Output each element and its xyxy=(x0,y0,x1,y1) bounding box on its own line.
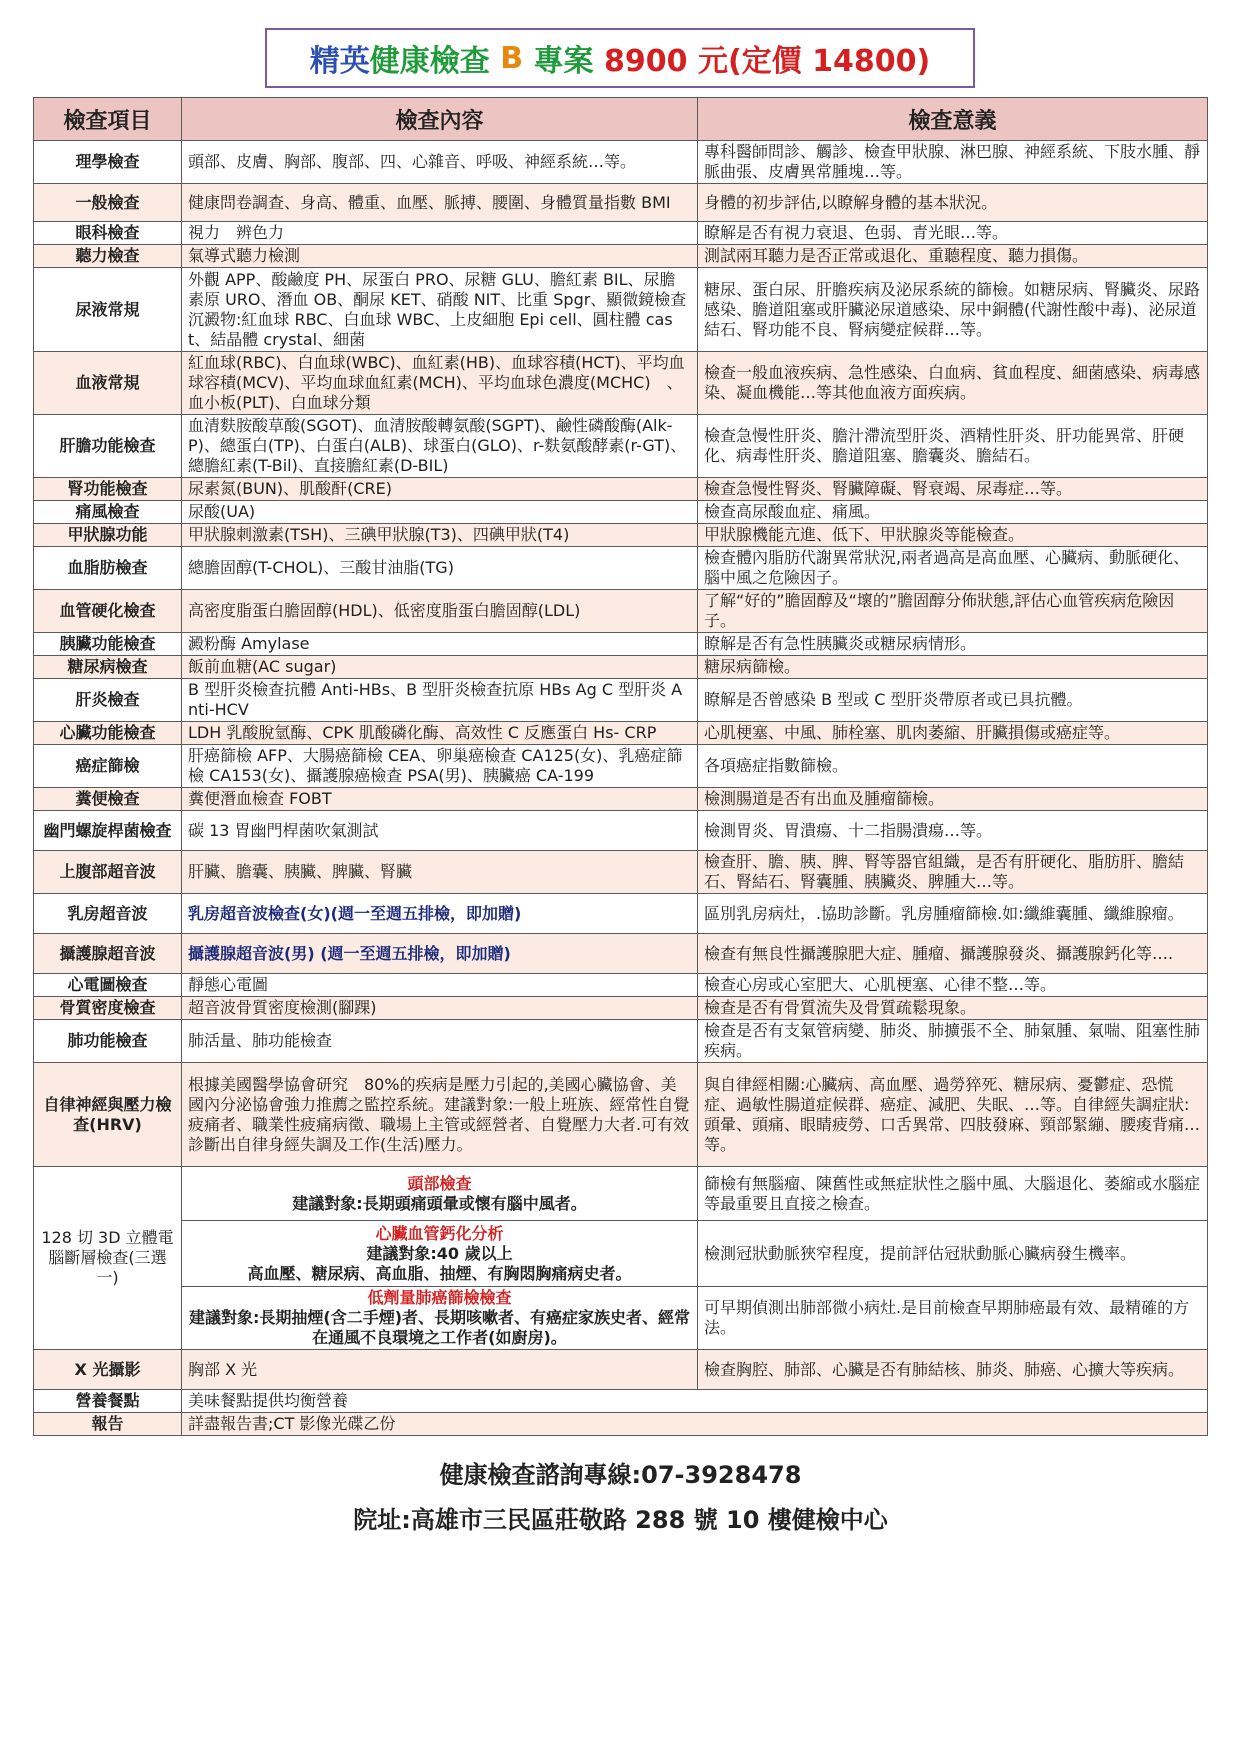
row-meaning: 檢查高尿酸血症、痛風。 xyxy=(698,501,1208,524)
table-row xyxy=(34,1063,1208,1167)
row-content: LDH 乳酸脫氫酶、CPK 肌酸磷化酶、高效性 C 反應蛋白 Hs- CRP xyxy=(182,722,698,745)
table-row xyxy=(34,934,1208,974)
row-meaning: 檢查心房或心室肥大、心肌梗塞、心律不整…等。 xyxy=(698,974,1208,997)
header-content: 檢查內容 xyxy=(182,98,698,141)
row-item: 心電圖檢查 xyxy=(34,974,182,997)
table-row xyxy=(34,184,1208,222)
row-meaning: 檢查肝、膽、胰、脾、腎等器官組織，是否有肝硬化、脂肪肝、膽結石、腎結石、腎囊腫、胰臟炎、脾腫大…等。 xyxy=(698,851,1208,894)
row-content: 甲狀腺刺激素(TSH)、三碘甲狀腺(T3)、四碘甲狀(T4) xyxy=(182,524,698,547)
row-content: 氣導式聽力檢測 xyxy=(182,245,698,268)
table-row xyxy=(34,1413,1208,1436)
row-content: 肺活量、肺功能檢查 xyxy=(182,1020,698,1063)
row-content: 紅血球(RBC)、白血球(WBC)、血紅素(HB)、血球容積(HCT)、平均血球容積(MCV)、平均血球血紅素(MCH)、平均血球色濃度(MCHC) 、血小板(PLT)、白血球分類 xyxy=(182,352,698,415)
ct-option-row xyxy=(34,1287,1208,1350)
table-row xyxy=(34,1390,1208,1413)
row-item: 骨質密度檢查 xyxy=(34,997,182,1020)
ct-option-line: 建議對象:40 歲以上 xyxy=(366,1243,513,1263)
row-content: 美味餐點提供均衡營養 xyxy=(182,1390,1208,1413)
row-meaning: 心肌梗塞、中風、肺栓塞、肌肉萎縮、肝臟損傷或癌症等。 xyxy=(698,722,1208,745)
row-content: 糞便潛血檢查 FOBT xyxy=(182,788,698,811)
row-content: 胸部 X 光 xyxy=(182,1350,698,1390)
table-row xyxy=(34,1350,1208,1390)
table-row xyxy=(34,141,1208,184)
row-item: 血液常規 xyxy=(34,352,182,415)
row-item: 肝炎檢查 xyxy=(34,679,182,722)
row-meaning: 區別乳房病灶，.協助診斷。乳房腫瘤篩檢.如:纖維囊腫、纖維腺瘤。 xyxy=(698,894,1208,934)
table-row xyxy=(34,524,1208,547)
ct-option-meaning: 可早期偵測出肺部微小病灶.是目前檢查早期肺癌最有效、最精確的方法。 xyxy=(698,1287,1208,1350)
ct-option-meaning: 檢測冠狀動脈狹窄程度，提前評估冠狀動脈心臟病發生機率。 xyxy=(698,1221,1208,1287)
row-meaning: 瞭解是否有急性胰臟炎或糖尿病情形。 xyxy=(698,633,1208,656)
table-row xyxy=(34,547,1208,590)
ct-option-line: 建議對象:長期頭痛頭暈或懷有腦中風者。 xyxy=(292,1193,587,1213)
row-meaning: 檢查急慢性肝炎、膽汁滯流型肝炎、酒精性肝炎、肝功能異常、肝硬化、病毒性肝炎、膽道阻塞、膽囊炎、膽結石。 xyxy=(698,415,1208,478)
row-content: 視力 辨色力 xyxy=(182,222,698,245)
row-item: 血管硬化檢查 xyxy=(34,590,182,633)
row-meaning: 糖尿、蛋白尿、肝膽疾病及泌尿系統的篩檢。如糖尿病、腎臟炎、尿路感染、膽道阻塞或肝臟泌尿道感染、尿中銅體(代謝性酸中毒)、泌尿道結石、腎功能不良、腎病變症候群…等。 xyxy=(698,268,1208,352)
ct-option-row xyxy=(34,1167,1208,1221)
row-item: X 光攝影 xyxy=(34,1350,182,1390)
row-content: 肝癌篩檢 AFP、大腸癌篩檢 CEA、卵巢癌檢查 CA125(女)、乳癌症篩檢 CA153(女)、攝護腺癌檢查 PSA(男)、胰臟癌 CA-199 xyxy=(182,745,698,788)
row-content: 總膽固醇(T-CHOL)、三酸甘油脂(TG) xyxy=(182,547,698,590)
row-content: 攝護腺超音波(男) (週一至週五排檢，即加贈) xyxy=(182,934,698,974)
ct-option-line: 建議對象:長期抽煙(含二手煙)者、長期咳嗽者、有癌症家族史者、經常在通風不良環境之工作者(如廚房)。 xyxy=(188,1308,691,1347)
row-item: 胰臟功能檢查 xyxy=(34,633,182,656)
row-item: 血脂肪檢查 xyxy=(34,547,182,590)
row-meaning: 檢查是否有支氣管病變、肺炎、肺擴張不全、肺氣腫、氣喘、阻塞性肺疾病。 xyxy=(698,1020,1208,1063)
row-item: 糞便檢查 xyxy=(34,788,182,811)
row-content: 尿素氮(BUN)、肌酸酐(CRE) xyxy=(182,478,698,501)
row-meaning: 糖尿病篩檢。 xyxy=(698,656,1208,679)
row-content: 根據美國醫學協會研究 80%的疾病是壓力引起的,美國心臟協會、美國內分泌協會強力推薦之監控系統。建議對象:一般上班族、經常性自覺疲痛者、職業性疲痛病徵、職場上主管或經營者、自覺壓力大者.可有效診斷出自律身經失調及工作(生活)壓力。 xyxy=(182,1063,698,1167)
table-row xyxy=(34,894,1208,934)
row-content: 飯前血糖(AC sugar) xyxy=(182,656,698,679)
row-meaning: 與自律經相關:心臟病、高血壓、過勞猝死、糖尿病、憂鬱症、恐慌症、過敏性腸道症候群、癌症、減肥、失眠、…等。自律經失調症狀:頭暈、頭痛、眼睛疲勞、口舌異常、四肢發麻、頸部緊繃、腰痠背痛…等。 xyxy=(698,1063,1208,1167)
row-content: 頭部、皮膚、胸部、腹部、四、心雜音、呼吸、神經系統…等。 xyxy=(182,141,698,184)
table-row xyxy=(34,745,1208,788)
table-row xyxy=(34,679,1208,722)
table-row xyxy=(34,590,1208,633)
row-content: 靜態心電圖 xyxy=(182,974,698,997)
table-row xyxy=(34,851,1208,894)
ct-option-line: 高血壓、糖尿病、高血脂、抽煙、有胸悶胸痛病史者。 xyxy=(247,1263,632,1283)
hotline: 健康檢查諮詢專線:07-3928478 xyxy=(439,1461,802,1489)
row-meaning: 瞭解是否有視力衰退、色弱、青光眼…等。 xyxy=(698,222,1208,245)
row-content: 肝臟、膽囊、胰臟、脾臟、腎臟 xyxy=(182,851,698,894)
ct-option-head: 頭部檢查 xyxy=(407,1173,472,1193)
ct-option-head: 心臟血管鈣化分析 xyxy=(375,1223,504,1243)
row-meaning: 身體的初步評估,以瞭解身體的基本狀況。 xyxy=(698,184,1208,222)
title-part-3: B xyxy=(500,40,524,76)
title-price: 8900 元(定價 14800) xyxy=(604,44,931,79)
row-content: 乳房超音波檢查(女)(週一至週五排檢，即加贈) xyxy=(182,894,698,934)
title-part-2: 健康檢查 xyxy=(369,44,490,79)
address: 院址:高雄市三民區莊敬路 288 號 10 樓健檢中心 xyxy=(353,1506,888,1534)
row-content: 尿酸(UA) xyxy=(182,501,698,524)
ct-option-row xyxy=(34,1221,1208,1287)
row-content: 詳盡報告書;CT 影像光碟乙份 xyxy=(182,1413,1208,1436)
title-part-1: 精英 xyxy=(309,44,370,79)
table-row xyxy=(34,222,1208,245)
row-item: 癌症篩檢 xyxy=(34,745,182,788)
row-item: 腎功能檢查 xyxy=(34,478,182,501)
ct-option-content xyxy=(182,1167,698,1221)
row-content: 超音波骨質密度檢測(腳踝) xyxy=(182,997,698,1020)
row-item: 攝護腺超音波 xyxy=(34,934,182,974)
row-content: 碳 13 胃幽門桿菌吹氣測試 xyxy=(182,811,698,851)
table-row xyxy=(34,722,1208,745)
table-row xyxy=(34,974,1208,997)
table-row xyxy=(34,656,1208,679)
row-meaning: 檢查胸腔、肺部、心臟是否有肺結核、肺炎、肺癌、心擴大等疾病。 xyxy=(698,1350,1208,1390)
table-row xyxy=(34,811,1208,851)
row-item: 上腹部超音波 xyxy=(34,851,182,894)
row-item: 自律神經與壓力檢查(HRV) xyxy=(34,1063,182,1167)
table-row xyxy=(34,1020,1208,1063)
row-item: 乳房超音波 xyxy=(34,894,182,934)
row-meaning: 檢測胃炎、胃潰瘍、十二指腸潰瘍…等。 xyxy=(698,811,1208,851)
row-meaning: 專科醫師問診、觸診、檢查甲狀腺、淋巴腺、神經系統、下肢水腫、靜脈曲張、皮膚異常腫塊…等。 xyxy=(698,141,1208,184)
table-row xyxy=(34,415,1208,478)
table-row xyxy=(34,352,1208,415)
header-meaning: 檢查意義 xyxy=(698,98,1208,141)
row-item: 肺功能檢查 xyxy=(34,1020,182,1063)
table-row xyxy=(34,478,1208,501)
page-title xyxy=(265,28,975,88)
row-content: 血清麩胺酸草酸(SGOT)、血清胺酸轉氨酸(SGPT)、鹼性磷酸酶(Alk-P)、總蛋白(TP)、白蛋白(ALB)、球蛋白(GLO)、r-麩氨酸酵素(r-GT)、總膽紅素(T-Bil)、直接膽紅素(D-BIL) xyxy=(182,415,698,478)
title-part-4: 專案 xyxy=(533,44,594,79)
row-meaning: 甲狀腺機能亢進、低下、甲狀腺炎等能檢查。 xyxy=(698,524,1208,547)
row-content: 高密度脂蛋白膽固醇(HDL)、低密度脂蛋白膽固醇(LDL) xyxy=(182,590,698,633)
row-meaning: 檢查是否有骨質流失及骨質疏鬆現象。 xyxy=(698,997,1208,1020)
table-row xyxy=(34,268,1208,352)
table-row xyxy=(34,501,1208,524)
row-meaning: 檢查一般血液疾病、急性感染、白血病、貧血程度、細菌感染、病毒感染、凝血機能…等其他血液方面疾病。 xyxy=(698,352,1208,415)
header-item: 檢查項目 xyxy=(34,98,182,141)
row-item: 糖尿病檢查 xyxy=(34,656,182,679)
row-meaning: 瞭解是否曾感染 B 型或 C 型肝炎帶原者或已具抗體。 xyxy=(698,679,1208,722)
table-header xyxy=(34,98,1208,141)
row-meaning: 測試兩耳聽力是否正常或退化、重聽程度、聽力損傷。 xyxy=(698,245,1208,268)
row-meaning: 檢測腸道是否有出血及腫瘤篩檢。 xyxy=(698,788,1208,811)
table-row xyxy=(34,788,1208,811)
row-content: 外觀 APP、酸鹼度 PH、尿蛋白 PRO、尿糖 GLU、膽紅素 BIL、尿膽素原 URO、潛血 OB、酮尿 KET、硝酸 NIT、比重 Spgr、顯微鏡檢查沉澱物:紅血球 RBC、白血球 WBC、上皮細胞 Epi cell、圓柱體 cast、結晶體 crystal、細菌 xyxy=(182,268,698,352)
ct-option-meaning: 篩檢有無腦瘤、陳舊性或無症狀性之腦中風、大腦退化、萎縮或水腦症等最重要且直接之檢查。 xyxy=(698,1167,1208,1221)
row-item: 報告 xyxy=(34,1413,182,1436)
row-content: B 型肝炎檢查抗體 Anti-HBs、B 型肝炎檢查抗原 HBs Ag C 型肝炎 Anti-HCV xyxy=(182,679,698,722)
row-item: 一般檢查 xyxy=(34,184,182,222)
ct-option-content xyxy=(182,1221,698,1287)
table-row xyxy=(34,245,1208,268)
row-item: 眼科檢查 xyxy=(34,222,182,245)
row-item: 甲狀腺功能 xyxy=(34,524,182,547)
row-item: 尿液常規 xyxy=(34,268,182,352)
row-item: 肝膽功能檢查 xyxy=(34,415,182,478)
row-item: 營養餐點 xyxy=(34,1390,182,1413)
row-meaning: 檢查體內脂肪代謝異常狀況,兩者過高是高血壓、心臟病、動脈硬化、腦中風之危險因子。 xyxy=(698,547,1208,590)
row-meaning: 各項癌症指數篩檢。 xyxy=(698,745,1208,788)
row-item: 幽門螺旋桿菌檢查 xyxy=(34,811,182,851)
row-content: 健康問卷調查、身高、體重、血壓、脈搏、腰圍、身體質量指數 BMI xyxy=(182,184,698,222)
table-row xyxy=(34,633,1208,656)
row-item: 痛風檢查 xyxy=(34,501,182,524)
ct-option-content xyxy=(182,1287,698,1350)
table-row xyxy=(34,997,1208,1020)
row-content: 澱粉酶 Amylase xyxy=(182,633,698,656)
ct-option-head: 低劑量肺癌篩檢檢查 xyxy=(367,1288,512,1307)
row-item: 心臟功能檢查 xyxy=(34,722,182,745)
row-meaning: 檢查有無良性攝護腺肥大症、腫瘤、攝護腺發炎、攝護腺鈣化等…. xyxy=(698,934,1208,974)
ct-item: 128 切 3D 立體電腦斷層檢查(三選一) xyxy=(34,1167,182,1350)
row-item: 聽力檢查 xyxy=(34,245,182,268)
row-item: 理學檢查 xyxy=(34,141,182,184)
row-meaning: 檢查急慢性腎炎、腎臟障礙、腎衰竭、尿毒症…等。 xyxy=(698,478,1208,501)
checkup-table xyxy=(33,97,1208,1436)
row-meaning: 了解“好的”膽固醇及“壞的”膽固醇分佈狀態,評估心血管疾病危險因子。 xyxy=(698,590,1208,633)
